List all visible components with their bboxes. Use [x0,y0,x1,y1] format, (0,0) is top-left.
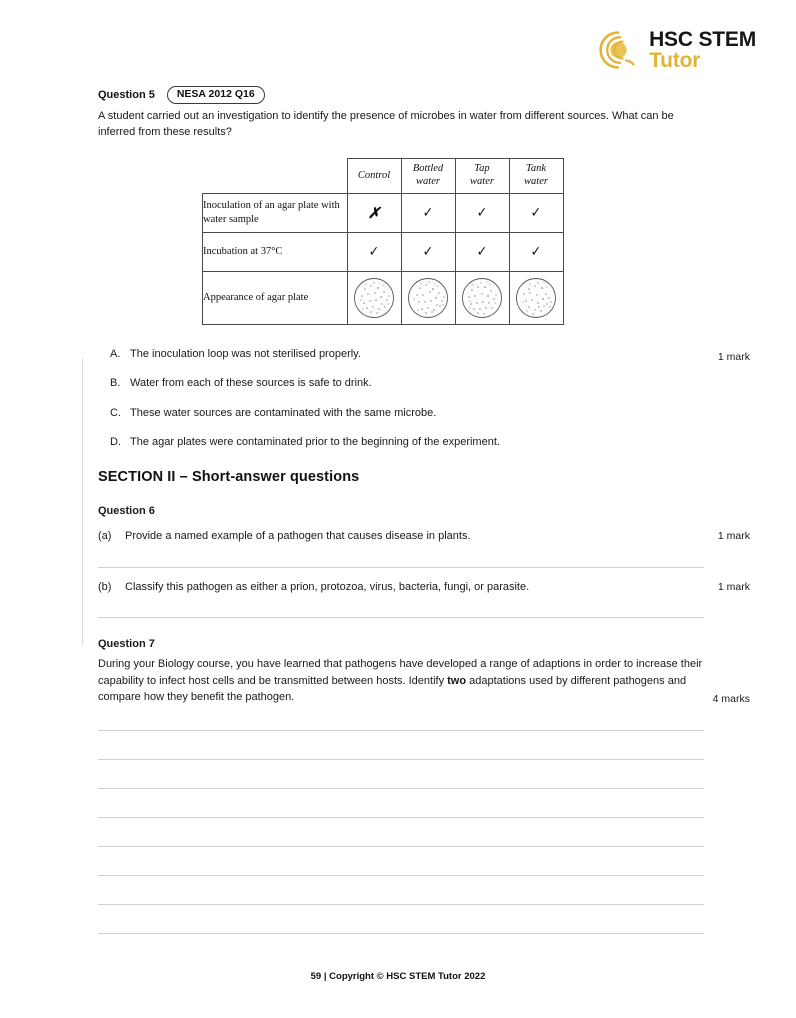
row-label-inoculation: Inoculation of an agar plate with water sample [203,194,348,233]
brand-logo [593,26,756,74]
column-header-tap-water-line2: water [470,176,494,188]
tick-icon: ✓ [530,205,542,222]
answer-line[interactable] [98,875,704,876]
answer-line[interactable] [98,730,704,731]
question5-label: Question 5 [98,88,155,101]
cell-inoculation-tap [455,194,509,233]
question5-source-badge: NESA 2012 Q16 [167,86,265,104]
cell-appearance-tap [455,272,509,325]
question5-header [98,86,704,104]
cell-incubation-tank [509,233,563,272]
question5-stem: A student carried out an investigation to identify the presence of microbes in water from different sources. What can be inferred from these results? [98,109,674,138]
column-header-bottled-water-line1: Bottled [412,163,444,175]
section2-heading: SECTION II – Short-answer questions [98,468,360,485]
answer-line[interactable] [98,788,704,789]
footer-page-number: 59 [310,971,322,982]
table-row [203,194,564,233]
option-b[interactable] [98,376,704,391]
option-c[interactable] [98,406,704,421]
option-a-text: The inoculation loop was not sterilised properly. [130,348,361,361]
cell-appearance-bottled [401,272,455,325]
cell-inoculation-control [347,194,401,233]
cell-appearance-control [347,272,401,325]
hsc-stem-tutor-spiral-logo-icon [593,26,641,74]
page-margin-rule [82,358,83,646]
column-header-tank-water [509,159,563,194]
results-table [202,158,564,325]
question6-part-b-answer-line[interactable] [98,617,704,618]
table-row [203,272,564,325]
cell-incubation-control [347,233,401,272]
option-a-letter: A. [110,348,121,361]
agar-plate-icon [353,277,395,319]
column-header-tank-water-line1: Tank [525,163,547,175]
question6-part-a-marks: 1 mark [717,529,750,542]
answer-line[interactable] [98,933,704,934]
question6-part-b-letter: (b) [98,580,112,593]
tick-icon: ✓ [368,244,380,261]
footer-copyright: Copyright © HSC STEM Tutor 2022 [329,971,486,982]
question7-text-emphasis: two [447,674,467,687]
question6-part-a-answer-line[interactable] [98,567,704,568]
question6-part-b [98,580,750,596]
column-header-tap-water [455,159,509,194]
column-header-tap-water-line1: Tap [474,163,490,175]
option-d[interactable] [98,435,704,450]
page-content [98,86,750,962]
question7-label: Question 7 [98,638,155,651]
question7-answer-lines [98,730,704,934]
option-b-text: Water from each of these sources is safe to drink. [130,377,372,390]
question7-text-part1: During your Biology course, you have learned that pathogens have developed a range of adaptions in order to increase their capability to infect host cells and be transmitted between hosts. Identify [98,658,703,687]
row-label-appearance: Appearance of agar plate [203,272,348,325]
column-header-tank-water-line2: water [524,176,548,188]
question6-part-a-text: Provide a named example of a pathogen that causes disease in plants. [125,529,471,542]
footer-separator: | [323,971,327,982]
option-c-text: These water sources are contaminated with the same microbe. [130,406,437,419]
question7-marks: 4 marks [712,692,750,705]
table-header-row [203,159,564,194]
answer-line[interactable] [98,817,704,818]
question5-marks: 1 mark [717,351,750,364]
tick-icon: ✓ [422,244,434,261]
tick-icon: ✓ [422,205,434,222]
option-d-text: The agar plates were contaminated prior to the beginning of the experiment. [130,436,500,449]
agar-plate-icon [461,277,503,319]
question6-part-a-letter: (a) [98,529,112,542]
table-corner-cell [203,159,348,194]
option-c-letter: C. [110,406,121,419]
cell-appearance-tank [509,272,563,325]
cell-inoculation-tank [509,194,563,233]
brand-wordmark [649,29,756,72]
results-table-wrapper [202,158,704,325]
brand-name-line2: Tutor [649,49,701,72]
cross-icon: ✗ [367,205,381,222]
question5-options [98,347,750,451]
page-footer [0,971,796,982]
question6-label: Question 6 [98,504,155,517]
question7-text [98,656,704,706]
answer-line[interactable] [98,904,704,905]
question6-part-b-marks: 1 mark [717,580,750,593]
brand-name-line1: HSC STEM [649,27,756,51]
tick-icon: ✓ [530,244,542,261]
question7-body [98,656,750,706]
cell-inoculation-bottled [401,194,455,233]
agar-plate-icon [515,277,557,319]
question7-text-part2: adaptations used by different pathogens and compare how they benefit the pathogen. [98,674,687,704]
cell-incubation-bottled [401,233,455,272]
question6-part-b-text: Classify this pathogen as either a prion, protozoa, virus, bacteria, fungi, or parasite. [125,580,530,593]
column-header-bottled-water-line2: water [416,176,440,188]
cell-incubation-tap [455,233,509,272]
row-label-incubation: Incubation at 37°C [203,233,348,272]
column-header-control [347,159,401,194]
answer-line[interactable] [98,846,704,847]
column-header-control-line1: Control [357,169,391,181]
option-b-letter: B. [110,377,121,390]
option-a[interactable] [98,347,704,362]
column-header-bottled-water [401,159,455,194]
table-row [203,233,564,272]
tick-icon: ✓ [476,205,488,222]
option-d-letter: D. [110,436,121,449]
tick-icon: ✓ [476,244,488,261]
question6-part-a [98,529,750,545]
answer-line[interactable] [98,759,704,760]
agar-plate-icon [407,277,449,319]
